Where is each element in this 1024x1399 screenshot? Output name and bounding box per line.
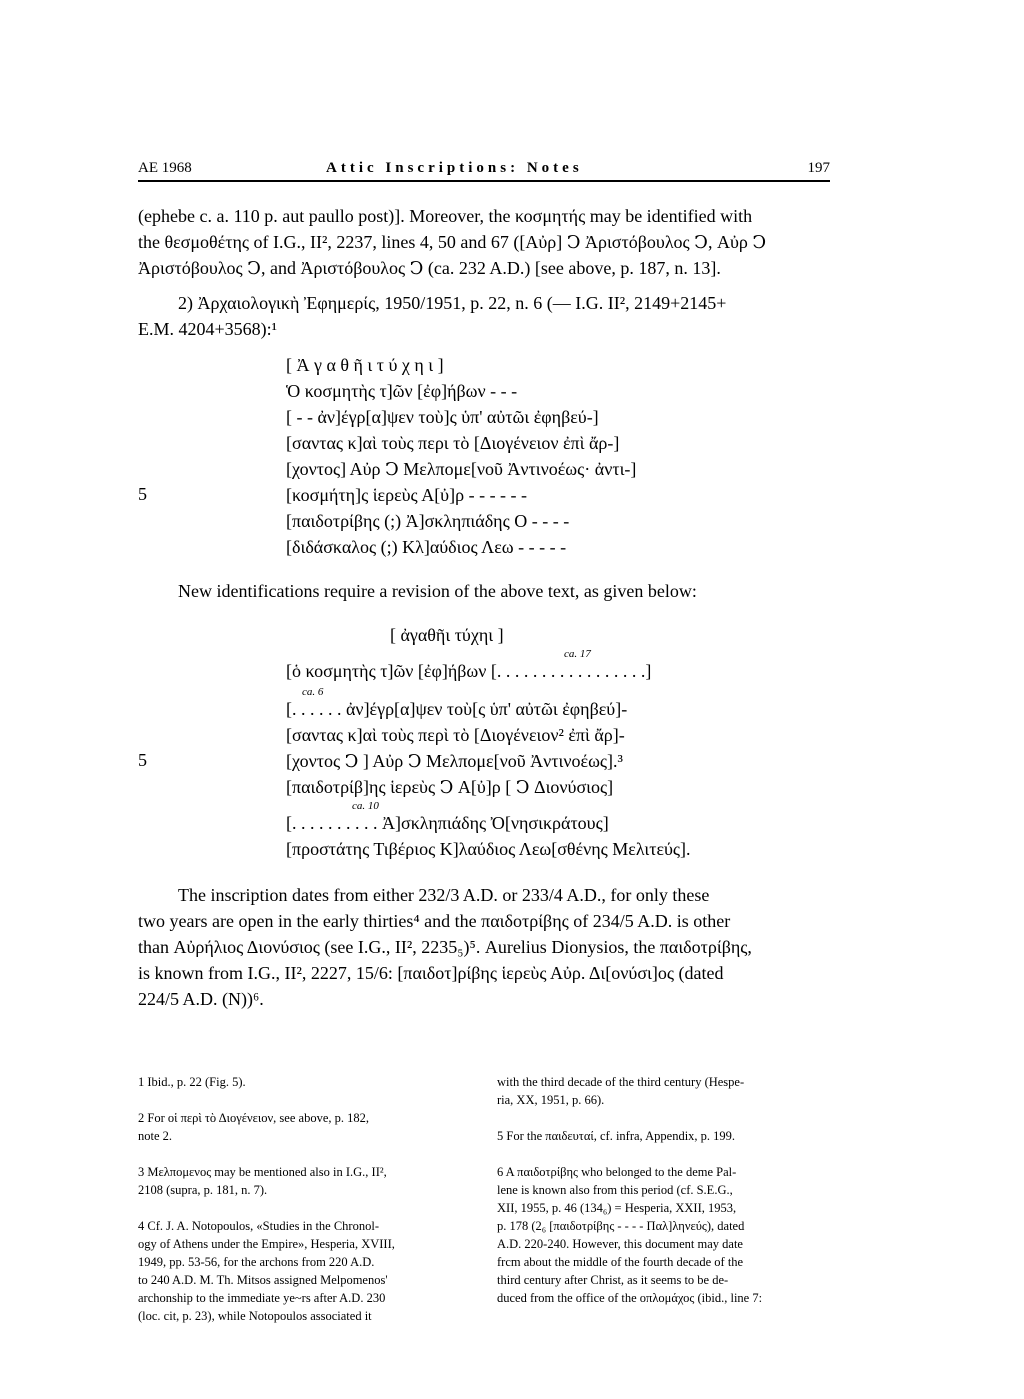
intro-line: E.M. 4204+3568):¹ xyxy=(138,319,278,339)
inscription1-line: [ Ἀ γ α θ ῆ ι τ ύ χ η ι ] xyxy=(286,355,444,375)
line-number: 5 xyxy=(138,750,147,770)
ca-label: ca. 10 xyxy=(352,800,379,812)
inscription1-line: [διδάσκαλος (;) Κλ]αύδιος Λεω - - - - - xyxy=(286,537,567,557)
footnote: 1 Ibid., p. 22 (Fig. 5). xyxy=(138,1075,246,1089)
conclusion-line: than Αὐρήλιος Διονύσιος (see I.G., II², 2235₅)⁵. Aurelius Dionysios, the παιδοτρίβης, xyxy=(138,937,752,957)
intro-line: (ephebe c. a. 110 p. aut paullo post)]. Moreover, the κοσμητής may be identified with xyxy=(138,206,753,226)
running-title: Attic Inscriptions: Notes xyxy=(326,160,583,176)
inscription2-line: [σαντας κ]αὶ τοὺς περὶ τὸ [Διογένειον² ἐπὶ ἄρ]- xyxy=(286,725,625,745)
conclusion-line: two years are open in the early thirties⁴ and the παιδοτρίβης of 234/5 A.D. is other xyxy=(138,911,731,931)
ca-label: ca. 6 xyxy=(302,686,324,698)
footnote: 5 For the παιδευταί, cf. infra, Appendix, p. 199. xyxy=(497,1129,736,1143)
inscription2-line: [ὁ κοσμητὴς τ]ῶν [ἐφ]ήβων [. . . . . . . . . . . . . . . . .] xyxy=(286,661,652,681)
inscription2-line: [παιδοτρίβ]ης ἱερεὺς Ↄ Α[ὐ]ρ [ Ↄ Διονύσιος] xyxy=(286,777,614,797)
inscription2-line: [χοντος Ↄ ] Αὐρ Ↄ Μελπομε[νοῦ Ἀντινοέως].³ xyxy=(286,751,623,771)
running-header xyxy=(138,160,830,182)
footnote: 6 A παιδοτρίβης who belonged to the deme Pal- lene is known also from this period (cf. S.E.G., XII, 1955, p. 46 (134₆) = Hesperia, XXII, 1953, p. 178 (2₆ [παιδοτρίβης - - - - Παλ]ληνεύς), dated A.D. 220-240. However, this document may date frcm about the middle of the fourth decade of the third century after Christ, as it seems to be de- duced from the office of the οπλομάχος (ibid., line 7: xyxy=(497,1165,763,1305)
footnote: 3 Μελπομενος may be mentioned also in I.G., II², 2108 (supra, p. 181, n. 7). xyxy=(138,1165,387,1197)
inscription1-line: [ - - ἀν]έγρ[α]ψεν τοὺ]ς ὑπ' αὐτῶι ἐφηβεύ-] xyxy=(286,407,599,427)
footnotes-right-column xyxy=(497,1055,832,1325)
intro-line: Ἀριστόβουλος Ↄ, and Ἀριστόβουλος Ↄ (ca. 232 A.D.) [see above, p. 187, n. 13]. xyxy=(138,258,721,278)
inscription1-line: [κοσμήτη]ς ἱερεὺς Α[ὐ]ρ - - - - - - xyxy=(286,485,528,505)
conclusion-line: 224/5 A.D. (N))⁶. xyxy=(138,989,264,1009)
conclusion-line: is known from I.G., II², 2227, 15/6: [παιδοτ]ρίβης ἱερεὺς Αὐρ. Δι[ονύσι]ος (dated xyxy=(138,963,724,983)
inscription1-line: [παιδοτρίβης (;) Ἀ]σκληπιάδης Ο - - - - xyxy=(286,511,570,531)
inscription1-line: [σαντας κ]αὶ τοὺς περι τὸ [Διογένειον ἐπὶ ἄρ-] xyxy=(286,433,620,453)
footnote-continuation: with the third decade of the third century (Hespe- ria, XX, 1951, p. 66). xyxy=(497,1075,745,1107)
line-number: 5 xyxy=(138,484,147,504)
inscription2-line: [. . . . . . . . . . Ἀ]σκληπιάδης Ὀ[νησικράτους] xyxy=(286,813,609,833)
transition-sentence: New identifications require a revision of the above text, as given below: xyxy=(178,581,697,601)
inscription1-line: Ὁ κοσμητὴς τ]ῶν [ἐφ]ήβων - - - xyxy=(286,381,518,401)
conclusion-line: The inscription dates from either 232/3 A.D. or 233/4 A.D., for only these xyxy=(178,885,710,905)
inscription2-line: [. . . . . . ἀν]έγρ[α]ψεν τοὺ[ς ὑπ' αὐτῶι ἐφηβεύ]- xyxy=(286,699,628,719)
intro-line: the θεσμοθέτης of I.G., II², 2237, lines 4, 50 and 67 ([Αὐρ] Ↄ Ἀριστόβουλος Ↄ, Αὐρ Ↄ xyxy=(138,232,767,252)
intro-line: 2) Ἀρχαιολογικὴ Ἐφημερίς, 1950/1951, p. 22, n. 6 (— I.G. II², 2149+2145+ xyxy=(178,293,727,313)
inscription2-line: [ ἀγαθῆι τύχηι ] xyxy=(390,625,504,645)
journal-abbrev: AE 1968 xyxy=(138,160,192,176)
ca-label: ca. 17 xyxy=(564,648,591,660)
inscription1-line: [χοντος] Αὐρ Ↄ Μελπομε[νοῦ Ἀντινοέως· ἀντι-] xyxy=(286,459,637,479)
page-number: 197 xyxy=(807,160,830,176)
footnote: 2 For οἱ περὶ τὸ Διογένειον, see above, p. 182, note 2. xyxy=(138,1111,369,1143)
inscription2-line: [προστάτης Τιβέριος Κ]λαύδιος Λεω[σθένης Μελιτεύς]. xyxy=(286,839,691,859)
footnotes-left-column xyxy=(138,1055,473,1343)
footnote: 4 Cf. J. A. Notopoulos, «Studies in the Chronol- ogy of Athens under the Empire», Hesperia, XVIII, 1949, pp. 53-56, for the archons from 220 A.D. to 240 A.D. M. Th. Mitsos assigned Melpomenos' archonship to the immediate ye~rs after A.D. 230 (loc. cit, p. 23), while Notopoulos associated it xyxy=(138,1219,395,1323)
